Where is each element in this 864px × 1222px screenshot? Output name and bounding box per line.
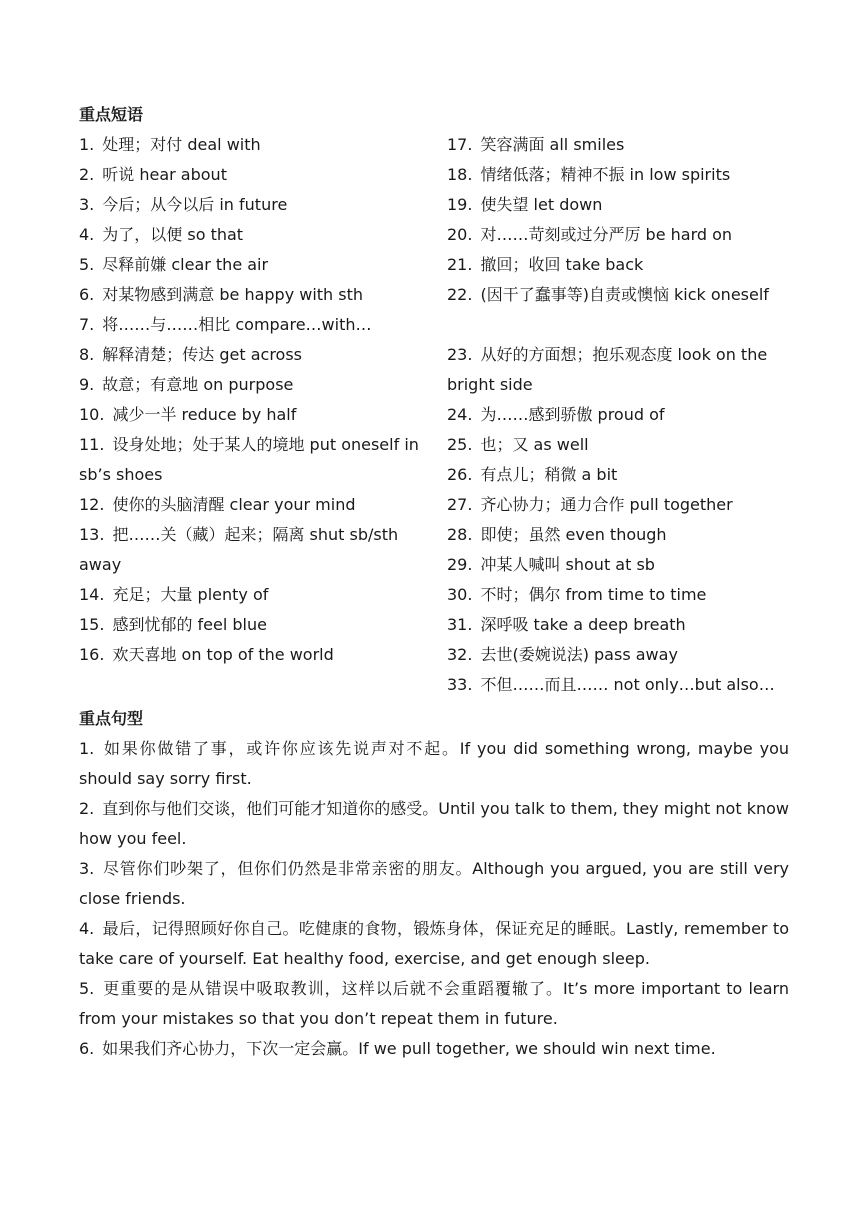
phrase-number: 26. [447, 465, 473, 484]
phrase-text: 使失望 let down [480, 195, 603, 214]
phrase-item [79, 610, 424, 640]
phrase-item [447, 250, 789, 280]
phrase-text: 故意；有意地 on purpose [102, 375, 294, 394]
phrase-number: 27. [447, 495, 473, 514]
phrase-item [447, 550, 789, 580]
phrase-text: 撤回；收回 take back [480, 255, 644, 274]
phrase-text: 对……苛刻或过分严厉 be hard on [480, 225, 733, 244]
sentence-item [79, 794, 789, 854]
sentence-number: 6. [79, 1039, 95, 1058]
sentence-text: 如果你做错了事，或许你应该先说声对不起。If you did something wrong, maybe you should say sorry first. [79, 739, 789, 788]
phrase-text: 感到忧郁的 feel blue [112, 615, 267, 634]
phrase-text: 解释清楚；传达 get across [102, 345, 303, 364]
phrase-item [447, 490, 789, 520]
phrase-number: 28. [447, 525, 473, 544]
phrase-number: 2. [79, 165, 95, 184]
phrases-left-column [79, 130, 424, 700]
phrase-text: 充足；大量 plenty of [112, 585, 269, 604]
sentence-text: 尽管你们吵架了，但你们仍然是非常亲密的朋友。Although you argued, you are still very close friends. [79, 859, 789, 908]
phrase-item [79, 400, 424, 430]
sentences-list [79, 734, 789, 1064]
sentence-text: 如果我们齐心协力，下次一定会赢。If we pull together, we should win next time. [102, 1039, 716, 1058]
phrase-number: 9. [79, 375, 95, 394]
phrase-item [79, 490, 424, 520]
phrase-number: 5. [79, 255, 95, 274]
phrase-text: 为……感到骄傲 proud of [480, 405, 665, 424]
phrase-number: 33. [447, 675, 473, 694]
phrase-item [447, 430, 789, 460]
phrase-number: 19. [447, 195, 473, 214]
phrase-number: 31. [447, 615, 473, 634]
phrase-item [79, 160, 424, 190]
phrase-text: 不时；偶尔 from time to time [480, 585, 707, 604]
phrase-number: 30. [447, 585, 473, 604]
phrase-number: 21. [447, 255, 473, 274]
phrase-item [79, 580, 424, 610]
phrase-text: 把……关（藏）起来；隔离 shut sb/sth away [79, 525, 399, 574]
phrase-text: 今后；从今以后 in future [102, 195, 288, 214]
phrase-item [79, 640, 424, 670]
phrase-text: 听说 hear about [102, 165, 227, 184]
phrase-text: 情绪低落；精神不振 in low spirits [480, 165, 731, 184]
sentence-item [79, 734, 789, 794]
phrase-number: 23. [447, 345, 473, 364]
phrase-item [447, 220, 789, 250]
phrases-section-title: 重点短语 [79, 105, 144, 124]
phrase-item [447, 640, 789, 670]
phrase-number: 32. [447, 645, 473, 664]
phrase-text: 处理；对付 deal with [102, 135, 261, 154]
phrase-text: 冲某人喊叫 shout at sb [480, 555, 655, 574]
phrase-item [447, 160, 789, 190]
phrase-item [447, 340, 789, 400]
phrase-text: 尽释前嫌 clear the air [102, 255, 269, 274]
phrase-text: 设身处地；处于某人的境地 put oneself in sb’s shoes [79, 435, 419, 484]
phrase-text: 将……与……相比 compare…with… [102, 315, 372, 334]
phrase-item [79, 520, 424, 580]
phrase-number: 8. [79, 345, 95, 364]
phrase-text: 从好的方面想；抱乐观态度 look on the bright side [447, 345, 768, 394]
phrase-item [447, 580, 789, 610]
phrase-text: 也；又 as well [480, 435, 589, 454]
phrase-item [447, 520, 789, 550]
sentence-item [79, 974, 789, 1034]
phrase-number: 20. [447, 225, 473, 244]
sentence-item [79, 1034, 789, 1064]
phrase-text: 欢天喜地 on top of the world [112, 645, 334, 664]
document-page [79, 100, 789, 1064]
phrase-number: 25. [447, 435, 473, 454]
phrase-number: 17. [447, 135, 473, 154]
phrase-item [447, 190, 789, 220]
phrase-number: 7. [79, 315, 95, 334]
phrase-text: 笑容满面 all smiles [480, 135, 625, 154]
sentence-item [79, 914, 789, 974]
phrase-text: (因干了蠢事等)自责或懊恼 kick oneself [480, 285, 769, 304]
phrase-number: 6. [79, 285, 95, 304]
sentence-number: 5. [79, 979, 95, 998]
phrase-number: 13. [79, 525, 105, 544]
sentence-number: 1. [79, 739, 95, 758]
phrase-item [79, 370, 424, 400]
phrase-text: 不但……而且…… not only…but also… [480, 675, 775, 694]
sentence-item [79, 854, 789, 914]
phrase-item [79, 280, 424, 310]
phrase-item [447, 460, 789, 490]
phrase-number: 1. [79, 135, 95, 154]
phrase-number: 24. [447, 405, 473, 424]
sentence-text: 最后，记得照顾好你自己。吃健康的食物，锻炼身体，保证充足的睡眠。Lastly, remember to take care of yourself. Eat healthy food, exercise, and get enough sleep. [79, 919, 789, 968]
phrase-item [79, 220, 424, 250]
phrase-text: 齐心协力；通力合作 pull together [480, 495, 733, 514]
phrase-text: 有点儿；稍微 a bit [480, 465, 618, 484]
phrase-text: 为了，以便 so that [102, 225, 244, 244]
sentence-number: 2. [79, 799, 95, 818]
phrase-number: 4. [79, 225, 95, 244]
phrase-text: 深呼吸 take a deep breath [480, 615, 686, 634]
phrases-right-column [447, 130, 789, 700]
phrase-item [79, 430, 424, 490]
phrase-number: 18. [447, 165, 473, 184]
phrase-item [447, 130, 789, 160]
phrase-number: 22. [447, 285, 473, 304]
phrase-item [79, 310, 424, 340]
phrase-item [79, 130, 424, 160]
phrases-columns [79, 130, 789, 700]
phrase-number: 15. [79, 615, 105, 634]
phrase-number: 10. [79, 405, 105, 424]
phrase-item [447, 280, 789, 310]
phrase-item [79, 250, 424, 280]
phrase-item [447, 400, 789, 430]
sentence-number: 4. [79, 919, 95, 938]
phrase-number: 14. [79, 585, 105, 604]
phrase-number: 3. [79, 195, 95, 214]
phrase-text: 对某物感到满意 be happy with sth [102, 285, 364, 304]
phrase-text: 去世(委婉说法) pass away [480, 645, 678, 664]
phrase-number: 12. [79, 495, 105, 514]
phrase-text: 使你的头脑清醒 clear your mind [112, 495, 356, 514]
sentences-section-title: 重点句型 [79, 709, 144, 728]
phrase-number: 29. [447, 555, 473, 574]
phrase-number: 16. [79, 645, 105, 664]
sentence-number: 3. [79, 859, 95, 878]
phrase-text: 减少一半 reduce by half [112, 405, 297, 424]
phrase-text: 即使；虽然 even though [480, 525, 667, 544]
phrase-item [447, 610, 789, 640]
sentence-text: 直到你与他们交谈，他们可能才知道你的感受。Until you talk to them, they might not know how you feel. [79, 799, 789, 848]
phrase-item [79, 190, 424, 220]
phrase-number: 11. [79, 435, 105, 454]
sentence-text: 更重要的是从错误中吸取教训，这样以后就不会重蹈覆辙了。It’s more important to learn from your mistakes so that you don’t repeat them in future. [79, 979, 789, 1028]
phrase-item [79, 340, 424, 370]
phrase-item [447, 670, 789, 700]
